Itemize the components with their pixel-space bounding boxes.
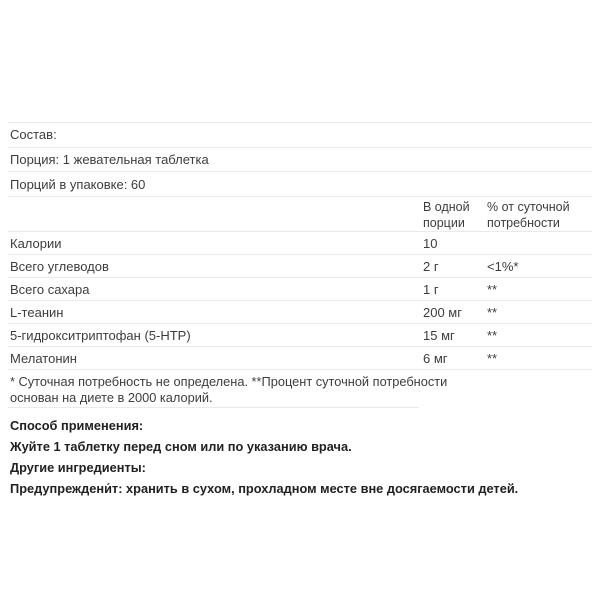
nutrient-row: [8, 232, 592, 255]
table-header-row: [8, 197, 592, 232]
nutrient-row: [8, 347, 592, 370]
serving-info-row: [8, 148, 592, 173]
nutrient-daily-value: **: [487, 350, 498, 366]
nutrient-name: Мелатонин: [10, 350, 77, 366]
nutrient-daily-value: <1%*: [487, 258, 519, 274]
nutrient-name: 5-гидрокситриптофан (5-HTP): [10, 327, 191, 343]
nutrient-amount: 10: [423, 235, 438, 251]
header-amount-per-serving: В одной порции: [423, 200, 470, 230]
nutrient-daily-value: **: [487, 304, 498, 320]
serving-info-label: Порция: 1 жевательная таблетка: [10, 152, 209, 168]
serving-info-label: Состав:: [10, 127, 57, 143]
serving-info-rows: [8, 122, 592, 197]
nutrient-amount: 1 г: [423, 281, 439, 297]
usage-heading: Способ применения:: [10, 418, 144, 434]
nutrient-table-body: [8, 232, 592, 370]
other-ingredients-heading: Другие ингредиенты:: [10, 460, 146, 476]
nutrient-row: [8, 278, 592, 301]
usage-section: [8, 408, 592, 495]
header-daily-value: % от суточной потребности: [487, 200, 570, 230]
nutrient-name: Всего углеводов: [10, 258, 109, 274]
nutrient-name: L-теанин: [10, 304, 64, 320]
nutrient-name: Всего сахара: [10, 281, 90, 297]
nutrient-row: [8, 324, 592, 347]
nutrient-amount: 200 мг: [423, 304, 462, 320]
nutrient-daily-value: **: [487, 327, 498, 343]
footnote-text: * Суточная потребность не определена. **Процент суточной потребности основан на диете в 2000 калорий.: [10, 374, 448, 405]
nutrient-row: [8, 301, 592, 324]
nutrient-row: [8, 255, 592, 278]
footnote-block: [8, 370, 448, 408]
serving-info-row: [8, 172, 592, 197]
usage-directions: Жуйте 1 таблетку перед сном или по указанию врача.: [10, 439, 352, 455]
nutrient-daily-value: **: [487, 281, 498, 297]
header-spacer-cell: [8, 197, 423, 231]
nutrient-amount: 15 мг: [423, 327, 455, 343]
serving-info-row: [8, 123, 592, 148]
nutrient-amount: 6 мг: [423, 350, 448, 366]
nutrient-amount: 2 г: [423, 258, 439, 274]
supplement-facts-panel: [8, 122, 592, 503]
serving-info-label: Порций в упаковке: 60: [10, 176, 146, 192]
warning-text: Предупреждени́т: хранить в сухом, прохладном месте вне досягаемости детей.: [10, 481, 519, 497]
nutrient-name: Калории: [10, 235, 62, 251]
